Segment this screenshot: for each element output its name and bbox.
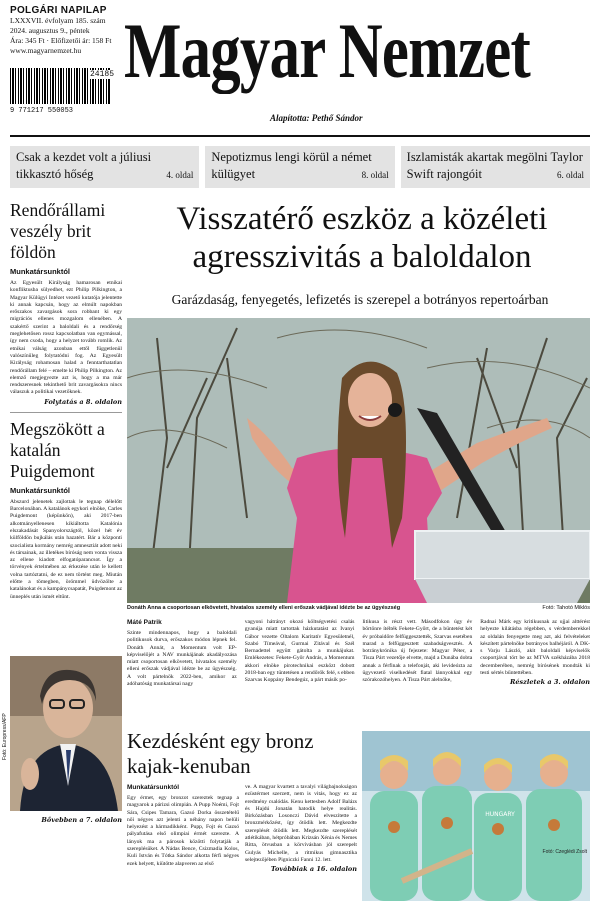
teaser[interactable] bbox=[205, 146, 394, 188]
story-body: vagyoni hátrányt okozó költségvetési csalás gyanúja miatt tartottak házkutatást az Ivanyi Gábor vezette Oltalom Karitatív Egyesületnél, Szabó Tímeával, Gurmai Zitával és Szél Bernadettel együtt gátolta a munkájukat. Emlékezetes: Fekete-Győr András, a Momentum akkori elnöke pirotechnikai eszközt dobott 2018-ban egy tüntetésen a rendőrök felé, s ebben Szarvas Koppány Bendegúz, a párt másik po- bbox=[244, 619, 355, 684]
founder-line: Alapította: Pethő Sándor bbox=[270, 113, 363, 123]
photo-credit: Fotó: Tahotó Miklós bbox=[542, 605, 590, 611]
puigdemont-photo bbox=[10, 656, 122, 811]
main-subhead: Garázdaság, fenyegetés, lefizetés is szerepel a botrányos repertoárban bbox=[171, 292, 549, 307]
story-body: Radnai Márk egy kritikusnak az ujjai alttérést helyezte kilátásba régebben, s vérdemberekkel az oldalán fenyegette meg azt, aki felvételeket készített pártelnöke botrányos balhéjáról. A DK-s Varju László, akit baloldali képviselők csoportjával tört be az MTVA székházába 2018 decemberében, nemrég bírósének mondták ki testi sértés bűntettében. bbox=[480, 619, 590, 677]
teaser-text: Nepotizmus lengi körül a német külügyet bbox=[211, 150, 372, 181]
continue-link[interactable]: Folytatás a 8. oldalon bbox=[44, 397, 122, 406]
teaser-page: 8. oldal bbox=[361, 170, 389, 180]
main-story-columns bbox=[127, 619, 590, 688]
main-headline: Visszatérő eszköz a közéleti agresszivitás a baloldalon bbox=[176, 201, 548, 275]
teaser-text: Csak a kezdet volt a júliusi tikkasztó hőség bbox=[16, 150, 152, 181]
newspaper-title: Magyar Nemzet bbox=[124, 7, 530, 94]
story-column bbox=[127, 619, 237, 688]
story-column bbox=[245, 784, 357, 873]
story-column bbox=[363, 619, 473, 688]
barcode-issue: 24185 bbox=[90, 70, 115, 79]
masthead-meta bbox=[10, 6, 130, 56]
teaser-page: 4. oldal bbox=[166, 170, 194, 180]
story-column bbox=[480, 619, 590, 688]
story-headline: Rendőrállami veszély brit földön bbox=[10, 200, 106, 262]
story-body: Az Egyesült Királyság hamarosan etnikai konfliktusba sülyedhet, ezt Philip Pilkington, a Magyar Külügyi Intézet vezető kutatója jelentette ki annak kapcsán, hogy az elmúlt napokban erőszakos zavargások sora robbant ki egy migrációs ellenes mozgalom ellenében. A szakértő szerint a baloldali és a rendőrség meglehetősen rossz kapcsolatban van egymással, így nem csoda, hogy a helyzet tovább romlik. Az etnikai válság azonban ettől függetlenül valószínűleg folytatódni fog. Az Egyesült Királyság rohamosan halad a fenntarthatatlan rendőrállam felé – emelte ki Philip Pilkington. Az elemző megjegyezte azt is, hogy a ma már rendszeresnek tekinthető brit zavargásokra nincs válaszuk a politikai vezetőknek. bbox=[10, 280, 122, 396]
caption-text: Donáth Anna a csoportosan elkövetett, hivatalos személy elleni erőszak vádjával idézte be az ügyészség bbox=[127, 605, 401, 611]
story-column bbox=[245, 619, 355, 688]
story-body: Szinte mindennapos, hogy a baloldali politikusok durva, erőszakos módon lépnek fel. Donáth Annát, a Momentum volt EP-képviselőjét a NAV munkájának akadályozása miatt csoportosan elkövetett, hivatalos személy elleni erőszak vádjával idézte be az ügyészség. A volt pártelnök 2022-ben, amikor az adóhatóság munkatársai nagy bbox=[127, 630, 237, 688]
newspaper-label: POLGÁRI NAPILAP bbox=[10, 5, 107, 16]
photo-caption bbox=[127, 605, 590, 611]
masthead bbox=[0, 0, 600, 140]
price-line: Ára: 345 Ft · Előfizetői ár: 158 Ft bbox=[10, 36, 112, 45]
issue-line: LXXXVII. évfolyam 185. szám bbox=[10, 16, 106, 25]
story-body: litikusa is részt vett. Másodfokon úgy év börtönre ítélték Fekete-Győrt, de a büntetést két év próbaidőre felfüggesztették, Szarvas esetében marad a felfüggesztett szabadságvesztés. A botránykrónika új fejezete: Magyar Péter, a Tisza Párt vezetője elvette, majd a Dunába dobta annak a férfinak a telefonját, aki levideózta az ügyvezető viselkedését fiatal lánnyokkal egy szórakozóhelyen. A Tisza Párt alelnöke, bbox=[362, 619, 473, 684]
photo-credit: Fotó: Czeglédi Zsolt bbox=[542, 849, 587, 855]
website-link[interactable]: www.magyarnemzet.hu bbox=[10, 46, 82, 55]
date-line: 2024. augusztus 9., péntek bbox=[10, 26, 90, 35]
teaser-text: Iszlamisták akartak megölni Taylor Swift rajongóit bbox=[406, 150, 583, 181]
continue-link[interactable]: Továbbiak a 16. oldalon bbox=[270, 865, 357, 874]
story-body: Abszurd jelenetek zajlottak le tegnap délelőtt Barcelonában. A katalánok egykori elnöke, Carles Puigdemont (képünkön), aki 2017-ben alkotmányellenesen kikiáltotta Katalónia elszakadását Spanyolországtól, közel hét év külföldön bujkálás után hazatért. Bár a központi szocialista kormány nemrég amnesztiát adott neki és társainak, az illetékes bíróság nem vonta vissza az ellene kiadott elfogatóparancsot. Így a törvények értelmében az érkezése után le kellett volna tartóztatni, de ez nem történt meg. Miután előtte a tömegben, örömmel üdvözölte a katalánokat és a kampánycsapatát, Puigdemont az ünneplés után ismét eltűnt. bbox=[10, 498, 122, 600]
photo-credit: Fotó: Europress/AFP bbox=[2, 713, 8, 760]
continue-link[interactable]: Részletek a 3. oldalon bbox=[509, 678, 590, 687]
barcode-number: 9 771217 550053 bbox=[10, 107, 74, 115]
teaser[interactable] bbox=[401, 146, 590, 188]
teaser-page: 6. oldal bbox=[556, 170, 584, 180]
divider bbox=[10, 412, 122, 413]
story-byline: Máté Patrik bbox=[127, 619, 162, 626]
story-byline: Munkatársunktól bbox=[10, 267, 71, 276]
teaser[interactable] bbox=[10, 146, 199, 188]
continue-link[interactable]: Bővebben a 7. oldalon bbox=[41, 816, 122, 824]
story-body: Egy érmet, egy bronzot szereztek tegnap a magyarok a párizsi olimpián. A Pupp Noémi, Fojt Sára, Csipes Tamara, Gazsó Dorka összetételű női négyes azt jelenti a néhány napon belüli helyezést a hármadikként. Pupp, Fojt és Gazsó pályafutása első olimpiai érmét szerezte. A lányok ma a párosok közötti folytatják a szereplésüket. A Nádas Bence, Csizmadia Kolos, Kuli István és Tótka Sándor alkotta férfi négyes ezek helyett, kiütötte alapveren az első bbox=[127, 795, 239, 867]
second-story-columns bbox=[127, 784, 357, 873]
kayak-team-photo bbox=[362, 731, 590, 901]
story-column bbox=[127, 784, 239, 873]
story-byline: Munkatársunktól bbox=[127, 784, 180, 791]
teaser-bar bbox=[10, 146, 590, 188]
story-body: ve. A magyar kvartett a tavalyi világbajnokságon ezüstérmet szerzett, nem is vitás, hogy ez az eredmény csalódás. Kenu kettesben Adolf Balázs és Hajdú Jonatán hatodik helye realitás. Birkózásban Losonczi Dávid elveszítette a bronzmérkőzést, így ötödik lett. Megkezdte szereplését ötödik lett. Megkezdte szereplését atlétikában, hétpróbában Krizsán Xénia és Nemes Ritta, ötvusban a körvívásban jól szerepelt Gulyás Michelle, a ritmikus gimnasztika selejtezőjében Pigniczki Fanni 12. lett. bbox=[245, 784, 357, 863]
left-story-continued bbox=[10, 815, 122, 824]
second-headline: Kezdésként egy bronz kajak-kenuban bbox=[127, 729, 314, 778]
story-headline: Megszökött a katalán Puigdemont bbox=[10, 418, 105, 481]
story-byline: Munkatársunktól bbox=[10, 485, 71, 495]
main-photo bbox=[127, 318, 590, 603]
divider bbox=[10, 135, 590, 137]
left-column bbox=[10, 200, 122, 601]
jersey-text: HUNGARY bbox=[485, 811, 515, 818]
